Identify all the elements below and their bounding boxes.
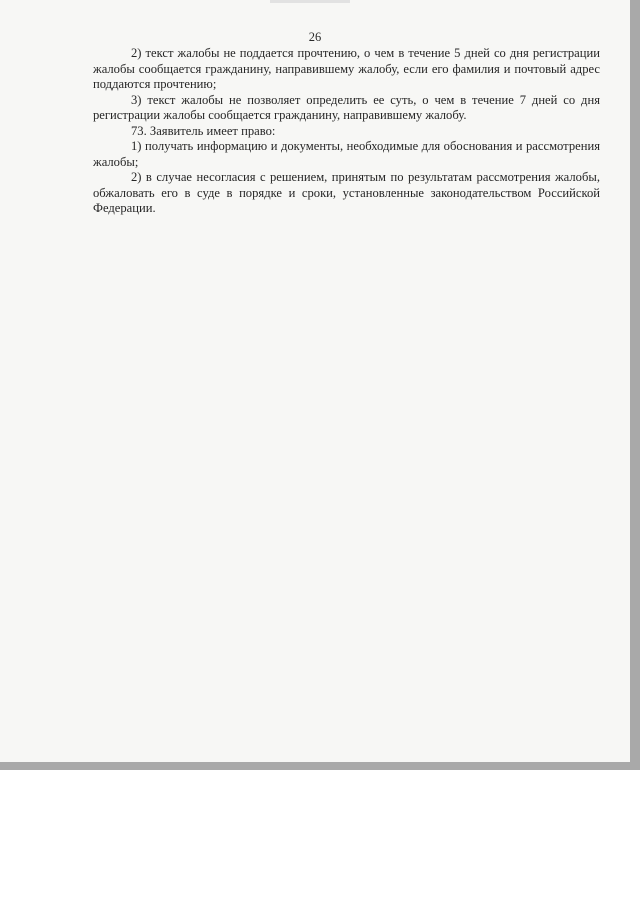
paragraph-right-1-receive-info: 1) получать информацию и документы, необходимые для обоснования и рассмотрения жалобы; [93,139,600,169]
scan-artifact [270,0,350,3]
page-number: 26 [308,30,322,44]
paragraph-item-3-undefined-essence: 3) текст жалобы не позволяет определить ее суть, о чем в течение 7 дней со дня регистрации жалобы сообщается гражданину, направившему жалобу. [93,92,600,122]
paragraph-right-2-appeal-court: 2) в случае несогласия с решением, принятым по результатам рассмотрения жалобы, обжаловать его в суде в порядке и сроки, установленные законодательством Российской Федерации. [93,170,600,215]
paragraph-section-73-heading: 73. Заявитель имеет право: [131,123,276,138]
paragraph-item-2-unreadable: 2) текст жалобы не поддается прочтению, о чем в течение 5 дней со дня регистрации жалобы сообщается гражданину, направившему жалобу, если его фамилия и почтовый адрес поддаются прочтению; [93,46,600,91]
document-body [93,46,600,217]
